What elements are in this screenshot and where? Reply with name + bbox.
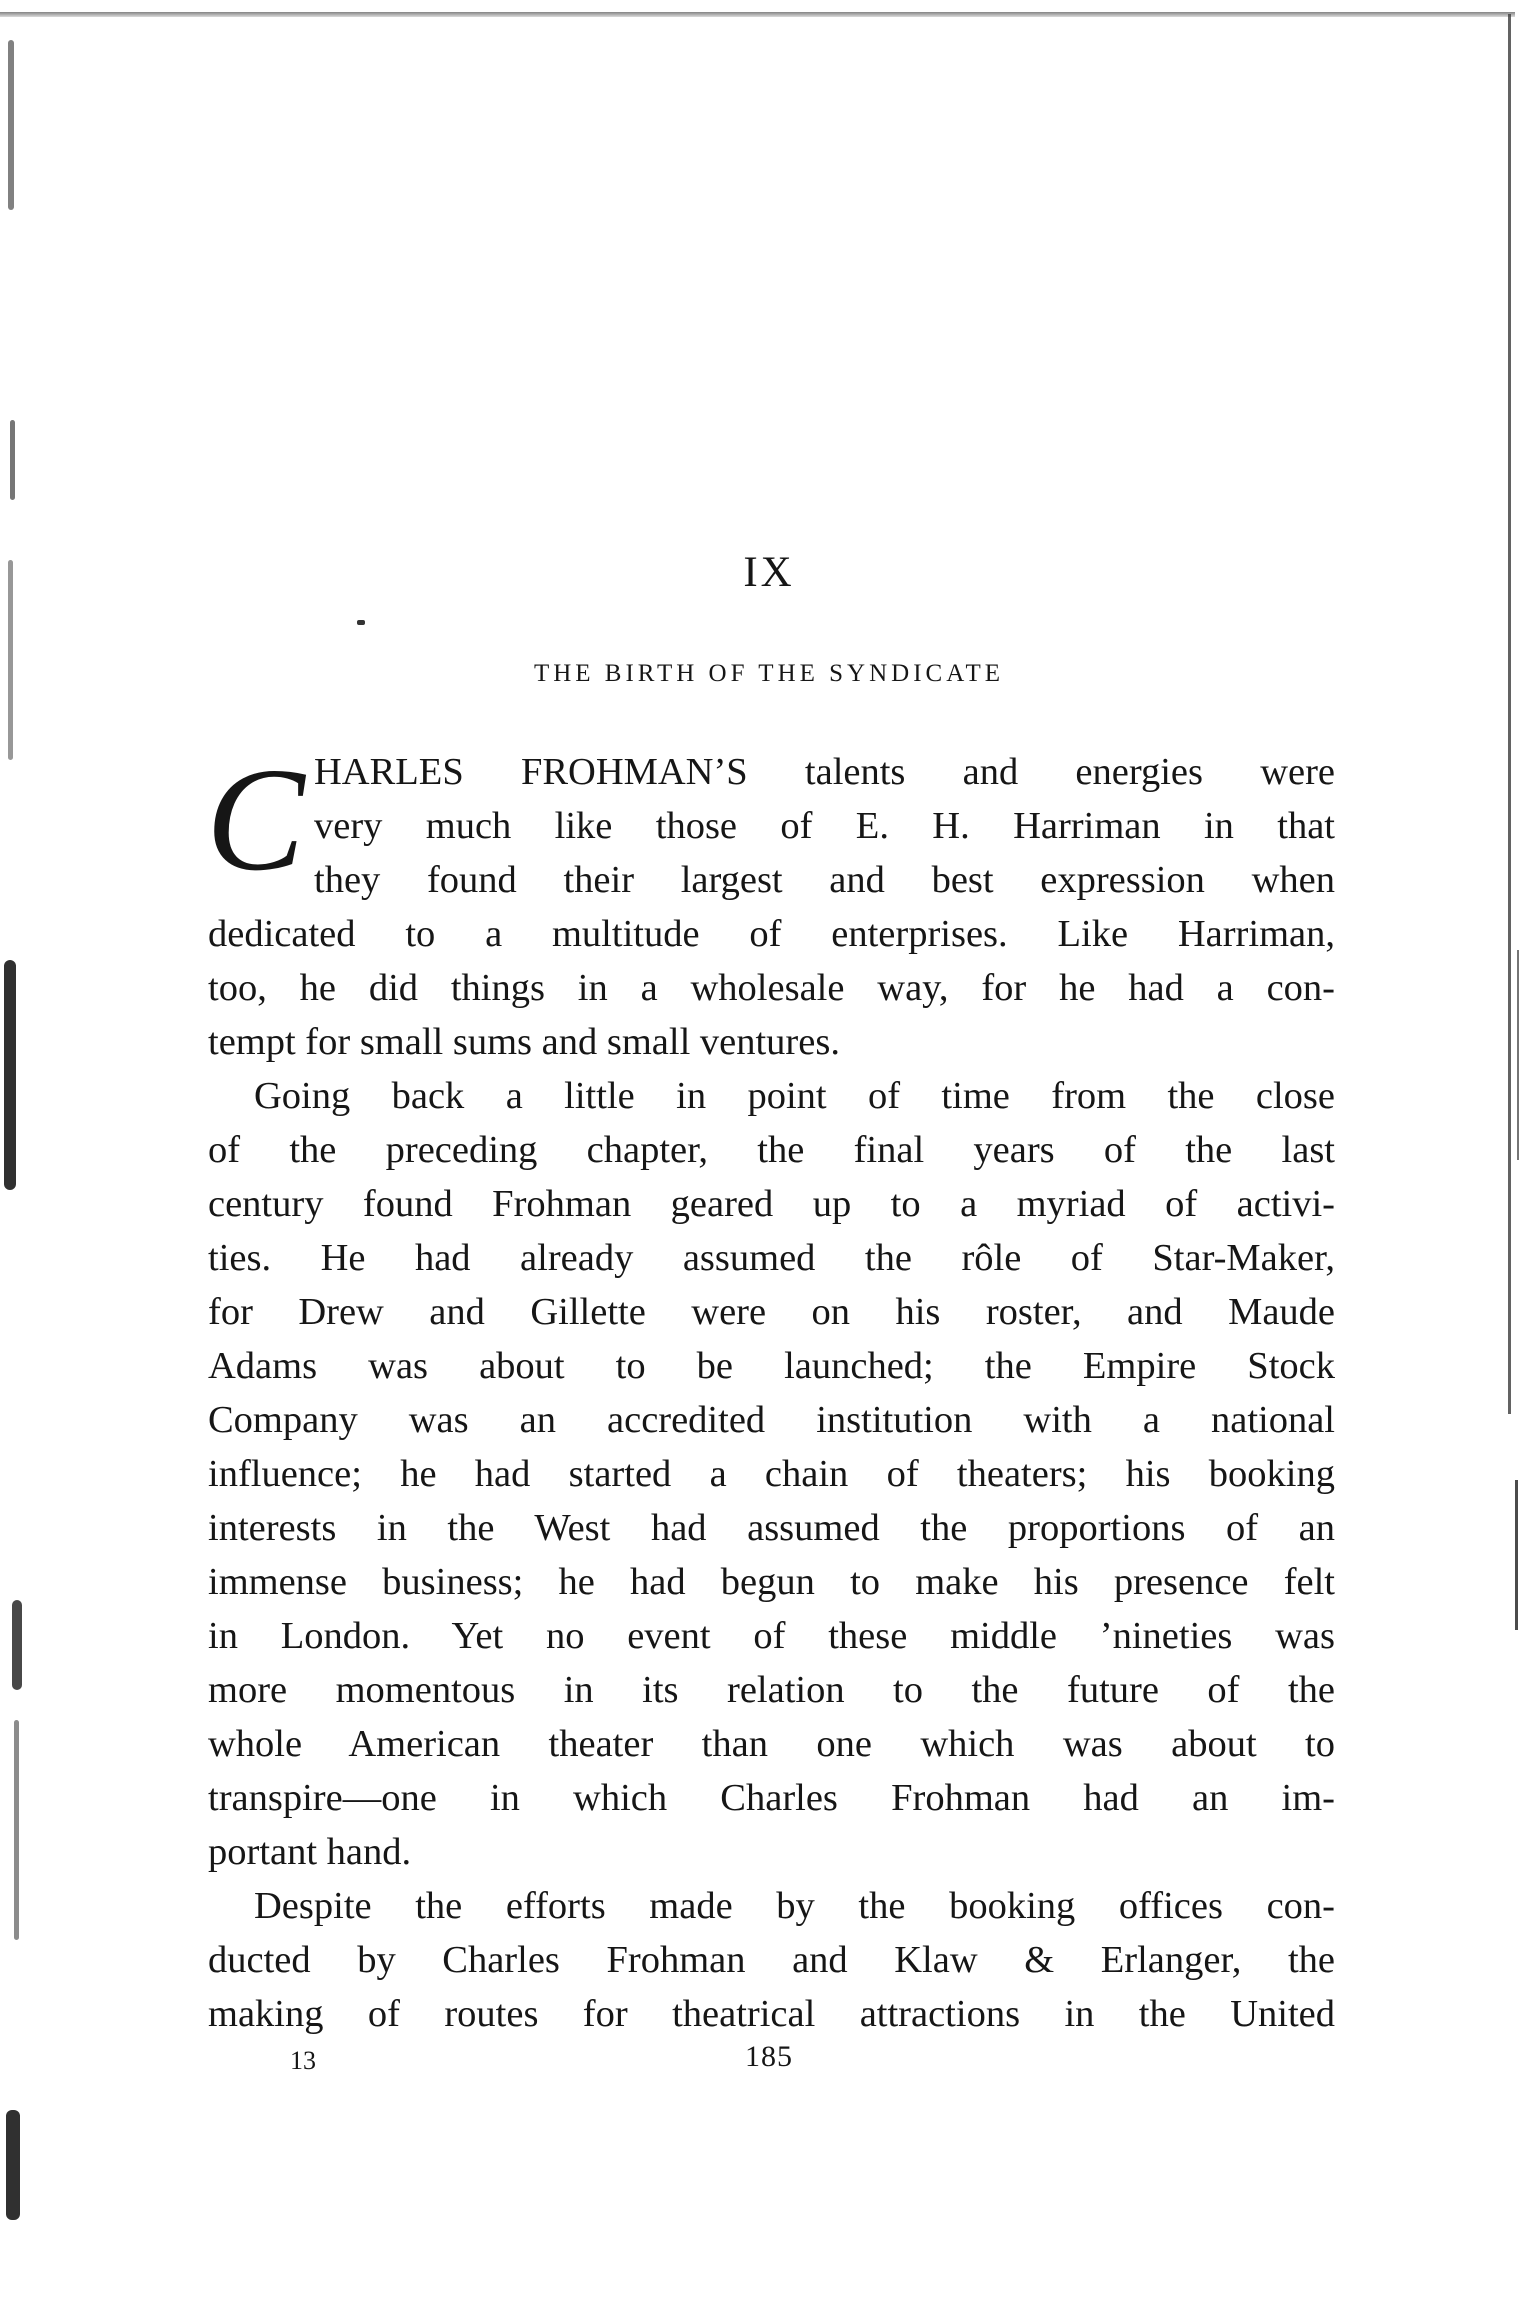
text-line: they found their largest and best expression when bbox=[314, 859, 1335, 901]
text-line: transpire—one in which Charles Frohman had an im- bbox=[208, 1777, 1335, 1819]
text-line: Adams was about to be launched; the Empire Stock bbox=[208, 1345, 1335, 1387]
text-line: more momentous in its relation to the future of the bbox=[208, 1669, 1335, 1711]
scan-edge-top bbox=[0, 12, 1515, 17]
text-line: in London. Yet no event of these middle ’nineties was bbox=[208, 1615, 1335, 1657]
binding-shadow bbox=[12, 1600, 22, 1690]
binding-shadow bbox=[14, 1720, 19, 1940]
scan-edge-right-mark bbox=[1515, 1480, 1518, 1630]
signature-mark: 13 bbox=[290, 2046, 316, 2075]
binding-shadow bbox=[6, 2110, 20, 2220]
page-number: 185 bbox=[745, 2040, 793, 2073]
text-line: tempt for small sums and small ventures. bbox=[208, 1021, 840, 1063]
chapter-body bbox=[206, 738, 1335, 2041]
text-line: very much like those of E. H. Harriman in that bbox=[314, 805, 1335, 847]
text-line: dedicated to a multitude of enterprises. Like Harriman, bbox=[208, 913, 1335, 955]
text-line: ties. He had already assumed the rôle of Star-Maker, bbox=[208, 1237, 1335, 1279]
scan-edge-right bbox=[1508, 14, 1511, 1414]
text-line: of the preceding chapter, the final years of the last bbox=[208, 1129, 1335, 1171]
chapter-number: IX bbox=[743, 549, 795, 596]
text-line: ducted by Charles Frohman and Klaw & Erlanger, the bbox=[208, 1939, 1335, 1981]
text-line: HARLES FROHMAN’S talents and energies were bbox=[314, 751, 1335, 793]
text-line: for Drew and Gillette were on his roster, and Maude bbox=[208, 1291, 1335, 1333]
text-line: immense business; he had begun to make his presence felt bbox=[208, 1561, 1335, 1603]
text-line: interests in the West had assumed the proportions of an bbox=[208, 1507, 1335, 1549]
text-line: Company was an accredited institution with a national bbox=[208, 1399, 1335, 1441]
text-line: portant hand. bbox=[208, 1831, 412, 1873]
binding-shadow bbox=[4, 960, 16, 1190]
scan-edge-right-mark bbox=[1517, 950, 1519, 1160]
binding-shadow bbox=[10, 420, 15, 500]
drop-cap: C bbox=[206, 738, 305, 902]
binding-shadow bbox=[8, 40, 14, 210]
text-line: Despite the efforts made by the booking offices con- bbox=[254, 1885, 1335, 1927]
ink-speck bbox=[357, 620, 365, 625]
text-line: making of routes for theatrical attractions in the United bbox=[208, 1993, 1335, 2035]
text-line: influence; he had started a chain of theaters; his booking bbox=[208, 1453, 1335, 1495]
text-line: too, he did things in a wholesale way, for he had a con- bbox=[208, 967, 1335, 1009]
chapter-title: THE BIRTH OF THE SYNDICATE bbox=[533, 660, 1005, 687]
text-line: Going back a little in point of time from the close bbox=[254, 1075, 1335, 1117]
text-line: century found Frohman geared up to a myriad of activi- bbox=[208, 1183, 1335, 1225]
text-line: whole American theater than one which was about to bbox=[208, 1723, 1335, 1765]
